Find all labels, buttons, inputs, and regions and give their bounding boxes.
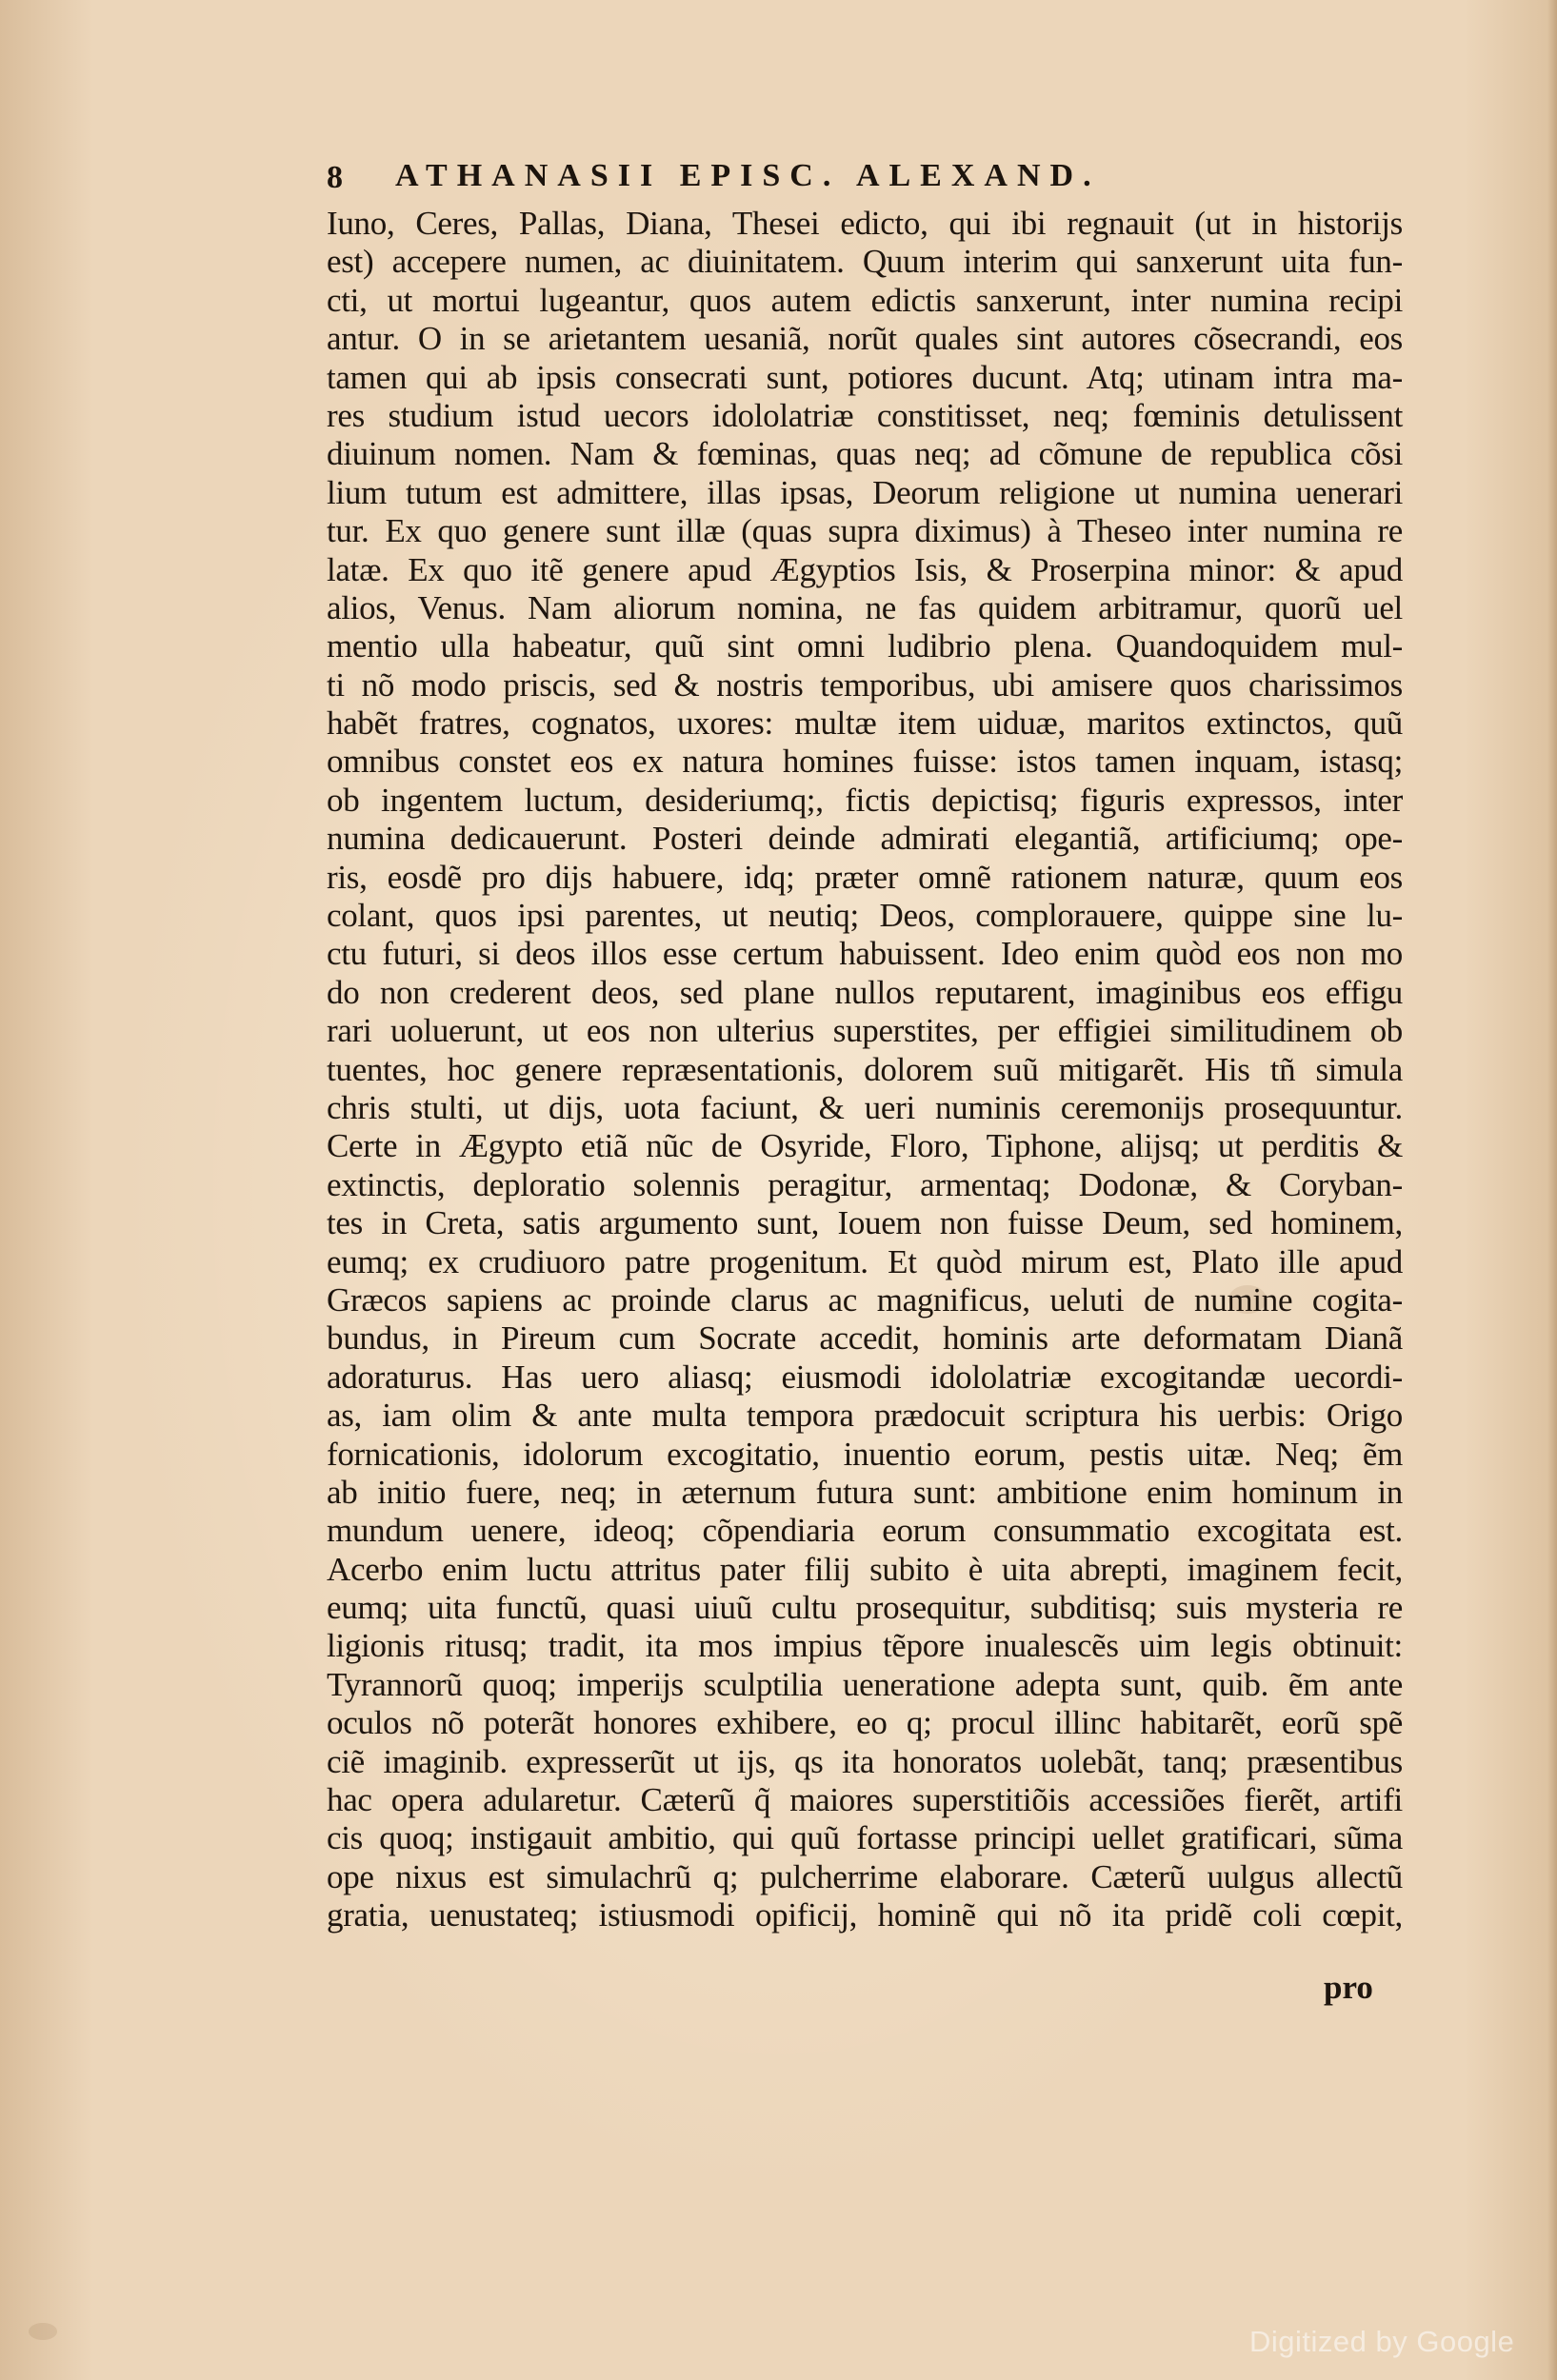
text-line: numina dedicauerunt. Posteri deinde admirati elegantiã, artificiumq; ope- xyxy=(327,820,1403,858)
text-line: tamen qui ab ipsis consecrati sunt, potiores ducunt. Atq; utinam intra ma- xyxy=(327,358,1403,396)
page-edge-shadow xyxy=(1547,0,1557,2380)
text-line: hac opera adularetur. Cæterũ q̃ maiores superstitiõis accessiões fierẽt, artifi xyxy=(327,1781,1403,1819)
text-line: ope nixus est simulachrũ q; pulcherrime elaborare. Cæterũ uulgus allectũ xyxy=(327,1857,1403,1895)
text-line: eumq; ex crudiuoro patre progenitum. Et quòd mirum est, Plato ille apud xyxy=(327,1242,1403,1280)
text-line: Certe in Ægypto etiã nũc de Osyride, Floro, Tiphone, alijsq; ut perditis & xyxy=(327,1127,1403,1165)
text-line: ctu futuri, si deos illos esse certum habuissent. Ideo enim quòd eos non mo xyxy=(327,935,1403,973)
text-line: Acerbo enim luctu attritus pater filij subito è uita abrepti, imaginem fecit, xyxy=(327,1550,1403,1588)
text-line: gratia, uenustateq; istiusmodi opificij, hominẽ qui nõ ita pridẽ coli cœpit, xyxy=(327,1896,1403,1934)
text-line: extinctis, deploratio solennis peragitur, armentaq; Dodonæ, & Coryban- xyxy=(327,1165,1403,1203)
page-header xyxy=(327,152,1403,200)
text-line: latæ. Ex quo itẽ genere apud Ægyptios Isis, & Proserpina minor: & apud xyxy=(327,550,1403,588)
text-line: tes in Creta, satis argumento sunt, Iouem non fuisse Deum, sed hominem, xyxy=(327,1204,1403,1242)
text-line: as, iam olim & ante multa tempora prædocuit scriptura his uerbis: Origo xyxy=(327,1397,1403,1435)
text-line: ab initio fuere, neq; in æternum futura sunt: ambitione enim hominum in xyxy=(327,1473,1403,1511)
text-line: res studium istud uecors idololatriæ constitisset, neq; fœminis detulissent xyxy=(327,396,1403,434)
text-line: est) accepere numen, ac diuinitatem. Quum interim qui sanxerunt uita fun- xyxy=(327,243,1403,281)
text-line: alios, Venus. Nam aliorum nomina, ne fas quidem arbitramur, quorũ uel xyxy=(327,588,1403,626)
text-line: cti, ut mortui lugeantur, quos autem edictis sanxerunt, inter numina recipi xyxy=(327,281,1403,319)
text-line: antur. O in se arietantem uesaniã, norũt quales sint autores cõsecrandi, eos xyxy=(327,320,1403,358)
running-head: ATHANASII EPISC. ALEXAND. xyxy=(395,158,1101,193)
text-line: colant, quos ipsi parentes, ut neutiq; Deos, complorauere, quippe sine lu- xyxy=(327,897,1403,935)
text-line: eumq; uita functũ, quasi uiuũ cultu prosequitur, subditisq; suis mysteria re xyxy=(327,1589,1403,1627)
text-line: cis quoq; instigauit ambitio, qui quũ fortasse principi uellet gratificari, sũma xyxy=(327,1819,1403,1857)
text-line: bundus, in Pireum cum Socrate accedit, hominis arte deformatam Dianã xyxy=(327,1319,1403,1358)
text-line: tuentes, hoc genere repræsentationis, dolorem suũ mitigarẽt. His tñ simula xyxy=(327,1050,1403,1088)
text-line: ciẽ imaginib. expresserũt ut ijs, qs ita honoratos uolebãt, tanq; præsentibus xyxy=(327,1742,1403,1780)
catchword: pro xyxy=(1324,1969,1373,2006)
text-line: Græcos sapiens ac proinde clarus ac magnificus, ueluti de numine cogita- xyxy=(327,1280,1403,1319)
text-line: tur. Ex quo genere sunt illæ (quas supra diximus) à Theseo inter numina re xyxy=(327,512,1403,550)
text-line: chris stulti, ut dijs, uota faciunt, & ueri numinis ceremonijs prosequuntur. xyxy=(327,1088,1403,1126)
text-line: ligionis ritusq; tradit, ita mos impius tẽpore inualescẽs uim legis obtinuit: xyxy=(327,1627,1403,1665)
text-line: ris, eosdẽ pro dijs habuere, idq; præter omnẽ rationem naturæ, quum eos xyxy=(327,858,1403,896)
paper-stain xyxy=(29,2323,57,2340)
text-line: Iuno, Ceres, Pallas, Diana, Thesei edicto, qui ibi regnauit (ut in historijs xyxy=(327,205,1403,242)
text-line: adoraturus. Has uero aliasq; eiusmodi idololatriæ excogitandæ uecordi- xyxy=(327,1358,1403,1396)
text-line: oculos nõ poterãt honores exhibere, eo q; procul illinc habitarẽt, eorũ spẽ xyxy=(327,1704,1403,1742)
text-line: ti nõ modo priscis, sed & nostris temporibus, ubi amisere quos charissimos xyxy=(327,665,1403,704)
text-line: diuinum nomen. Nam & fœminas, quas neq; ad cõmune de republica cõsi xyxy=(327,435,1403,473)
text-line: fornicationis, idolorum excogitatio, inuentio eorum, pestis uitæ. Neq; ẽm xyxy=(327,1435,1403,1473)
text-line: Tyrannorũ quoq; imperijs sculptilia ueneratione adepta sunt, quib. ẽm ante xyxy=(327,1665,1403,1703)
text-line: rari uoluerunt, ut eos non ulterius superstites, per effigiei similitudinem ob xyxy=(327,1012,1403,1050)
page-number: 8 xyxy=(327,160,343,195)
text-line: do non crederent deos, sed plane nullos reputarent, imaginibus eos effigu xyxy=(327,973,1403,1011)
digitization-watermark: Digitized by Google xyxy=(1249,2325,1515,2358)
text-line: ob ingentem luctum, desideriumq;, fictis depictisq; figuris expressos, inter xyxy=(327,781,1403,819)
main-text xyxy=(327,205,1403,1935)
text-line: lium tutum est admittere, illas ipsas, Deorum religione ut numina uenerari xyxy=(327,473,1403,511)
text-line: omnibus constet eos ex natura homines fuisse: istos tamen inquam, istasq; xyxy=(327,743,1403,781)
text-line: habẽt fratres, cognatos, uxores: multæ item uiduæ, maritos extinctos, quũ xyxy=(327,704,1403,743)
text-line: mundum uenere, ideoq; cõpendiaria eorum consummatio excogitata est. xyxy=(327,1512,1403,1550)
text-line: mentio ulla habeatur, quũ sint omni ludibrio plena. Quandoquidem mul- xyxy=(327,627,1403,665)
